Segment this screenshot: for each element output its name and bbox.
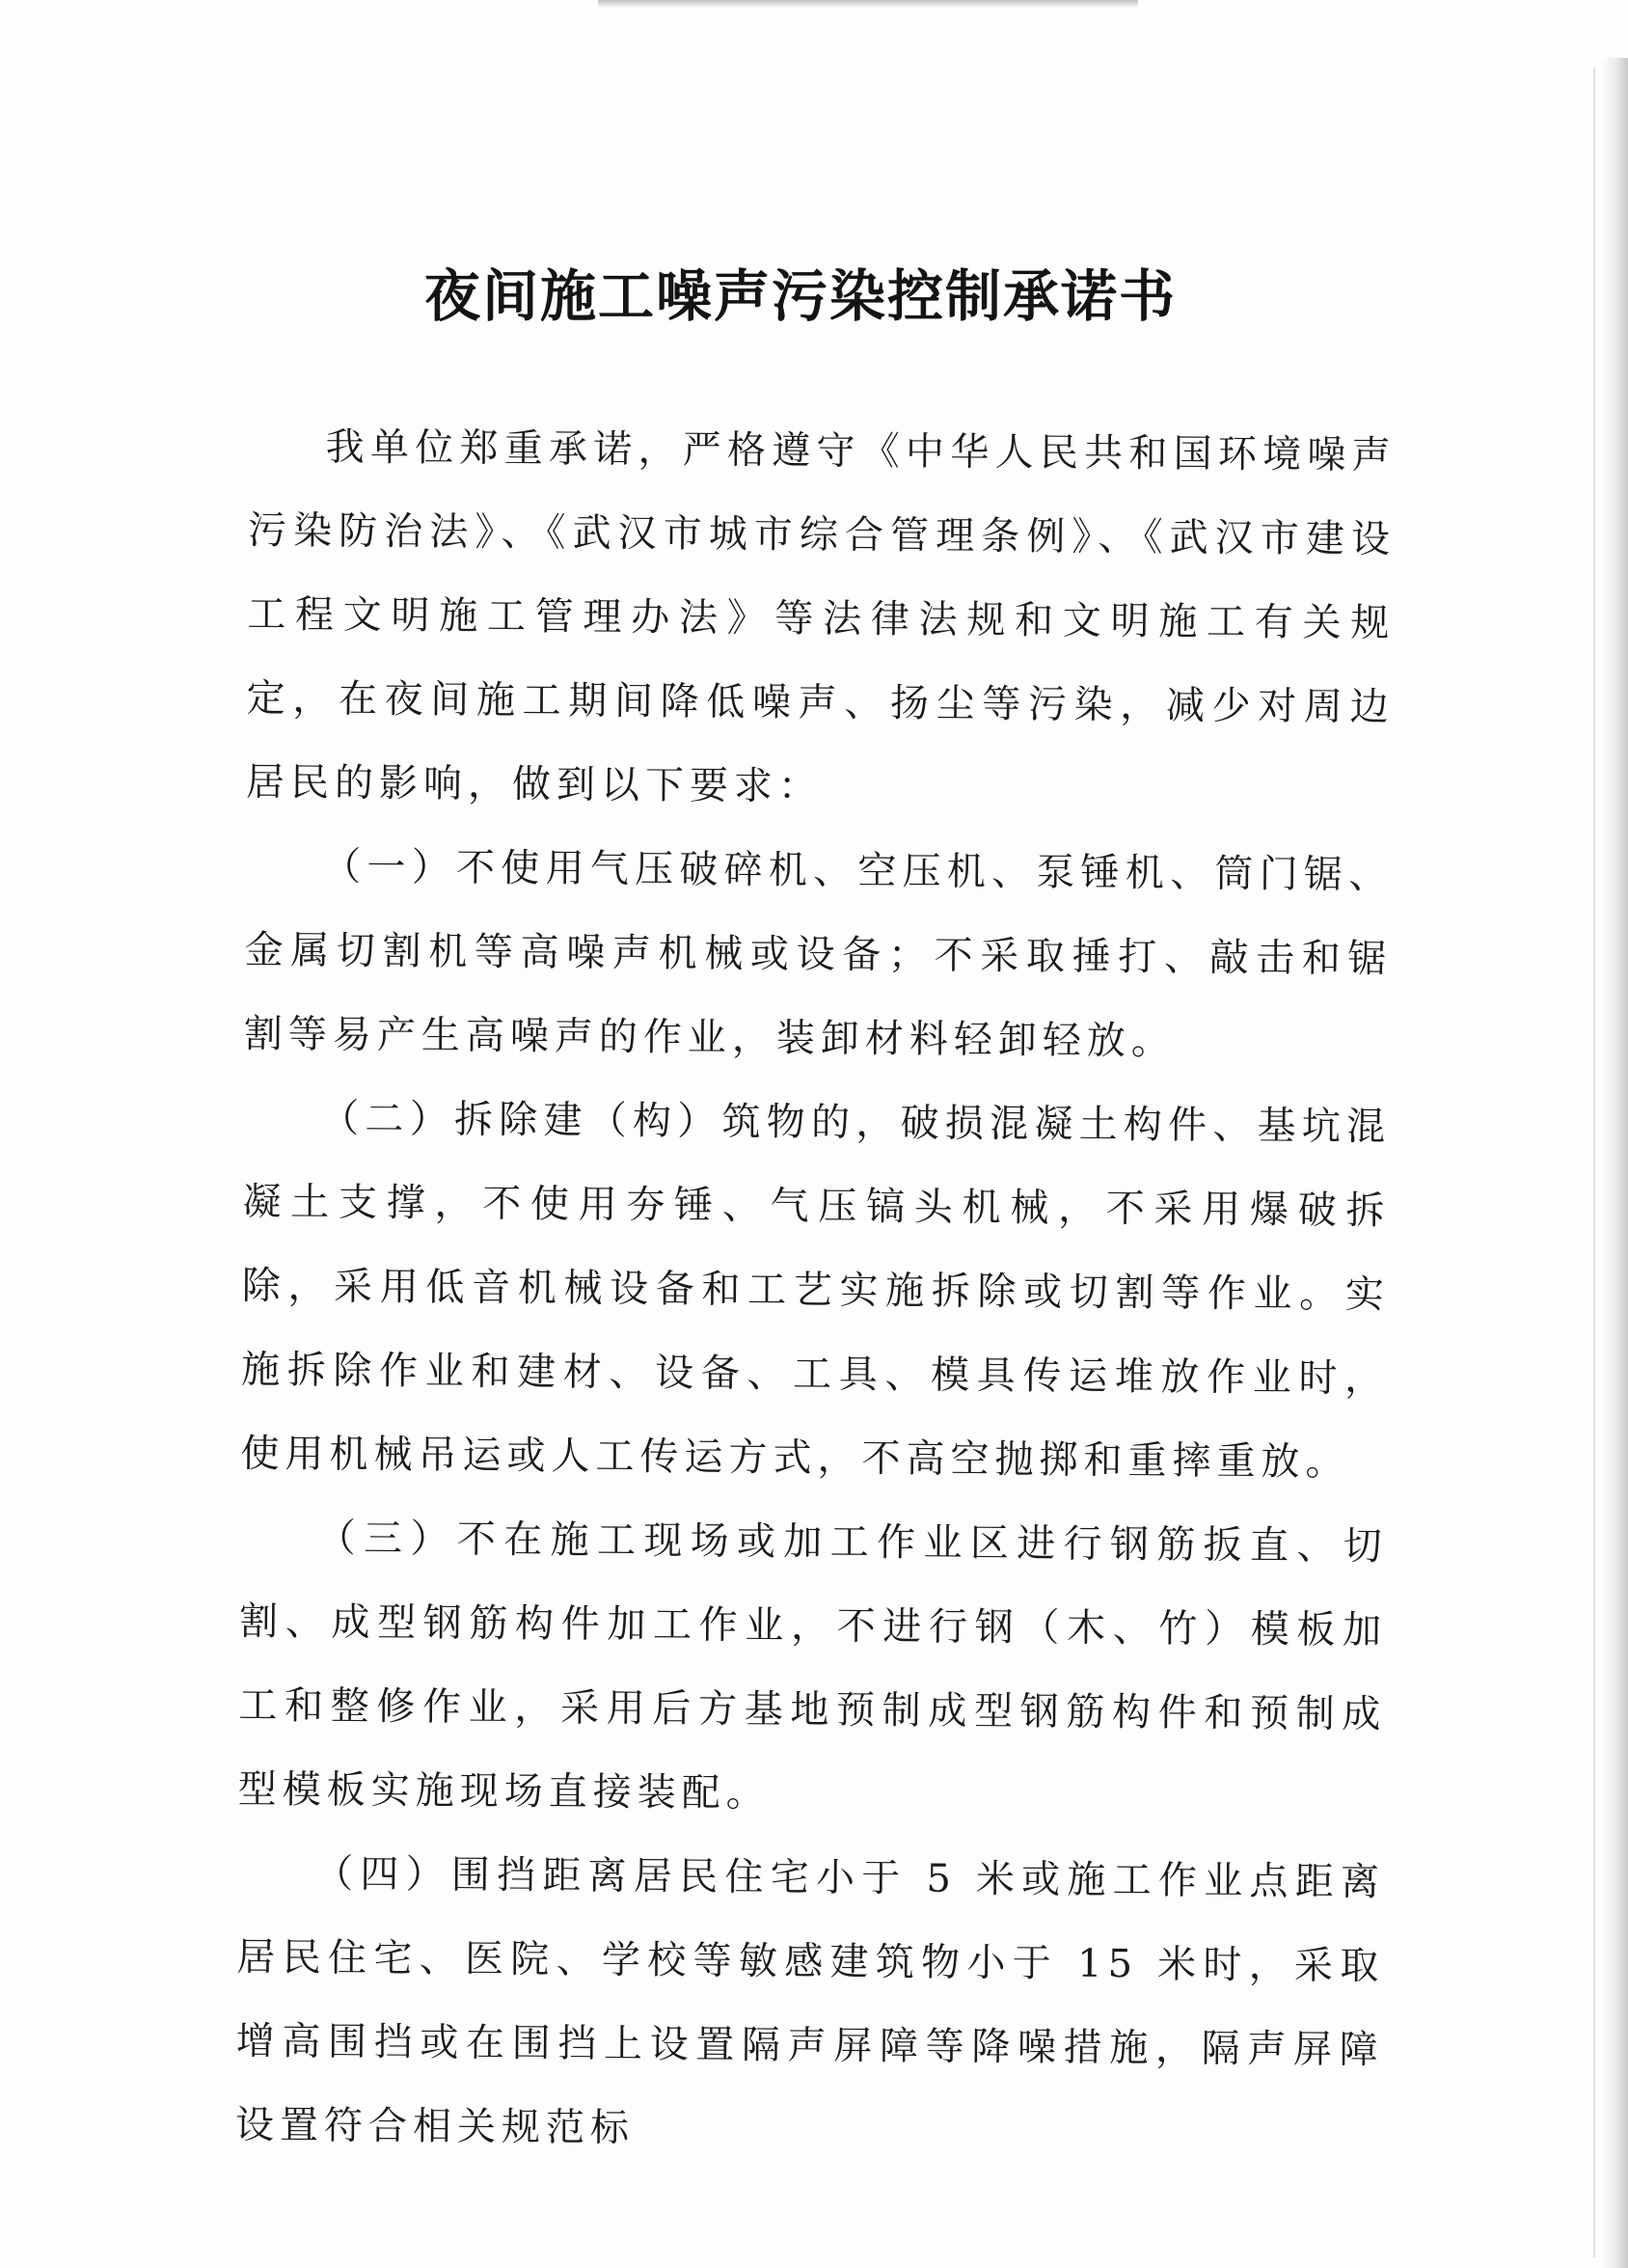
document-title: 夜间施工噪声污染控制承诺书 [423,263,1177,329]
paragraph-item-3: （三）不在施工现场或加工作业区进行钢筋扳直、切割、成型钢筋构件加工作业，不进行钢（木、竹）模板加工和整修作业，采用后方基地预制成型钢筋构件和预制成型模板实施现场直接装配。 [237,1516,1388,1817]
scan-artifact-line [1593,68,1595,2257]
paragraph-item-1: （一）不使用气压破碎机、空压机、泵锤机、筒门锯、金属切割机等高噪声机械或设备；不采取捶打、敲击和锯割等易产生高噪声的作业，装卸材料轻卸轻放。 [243,844,1394,1064]
paragraph-intro: 我单位郑重承诺，严格遵守《中华人民共和国环境噪声污染防治法》、《武汉市城市综合管理条例》、《武汉市建设工程文明施工管理办法》等法律法规和文明施工有关规定，在夜间施工期间降低噪声、扬尘等污染，减少对周边居民的影响，做到以下要求： [245,424,1397,809]
paragraph-item-2: （二）拆除建（构）筑物的，破损混凝土构件、基坑混凝土支撑，不使用夯锤、气压镐头机械，不采用爆破拆除，采用低音机械设备和工艺实施拆除或切割等作业。实施拆除作业和建材、设备、工具、模具传运堆放作业时，使用机械吊运或人工传运方式，不高空抛掷和重摔重放。 [240,1096,1392,1485]
paragraph-item-4: （四）围挡距离居民住宅小于 5 米或施工作业点距离居民住宅、医院、学校等敏感建筑物小于 15 米时，采取增高围挡或在围挡上设置隔声屏障等降噪措施，隔声屏障设置符合相关规范标 [234,1851,1386,2151]
scan-artifact-edge [1601,58,1628,2268]
scan-artifact-top [598,0,1138,8]
document-body [235,405,1397,2176]
